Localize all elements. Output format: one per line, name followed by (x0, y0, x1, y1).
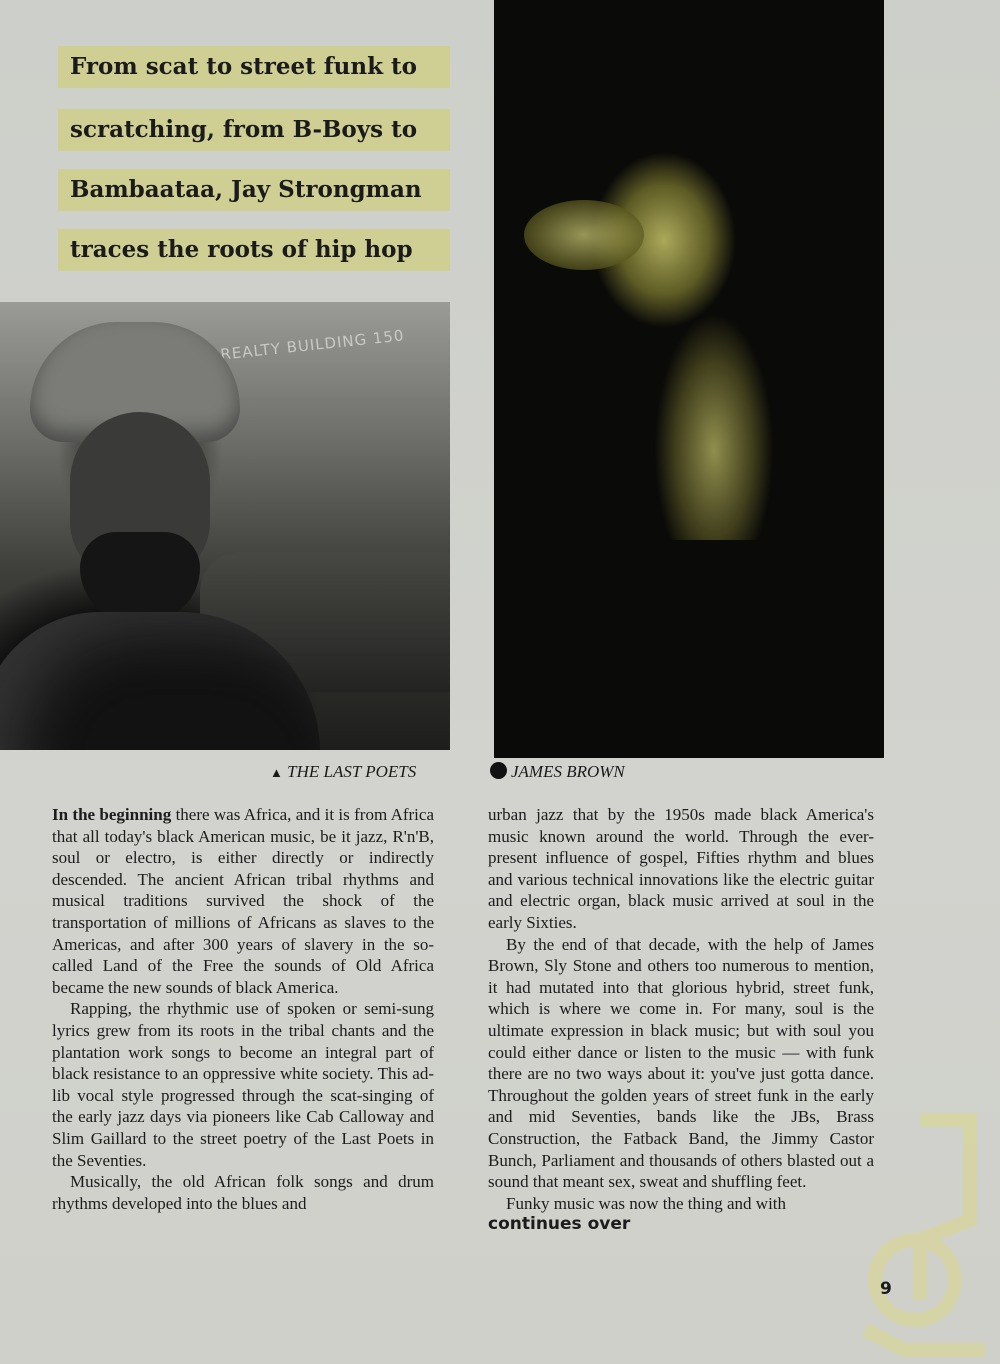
paragraph-4: urban jazz that by the 1950s made black America's music known around the world. Through the ever-present influence of gospel, Fifties rhythm and blues and various technical innovations like the electric guitar and electric organ, black music arrived at soul in the early Sixties. (488, 805, 874, 932)
lead-in: In the beginning (52, 805, 172, 824)
paragraph-6: Funky music was now the thing and with (506, 1193, 787, 1213)
circuit-ornament-icon (845, 1100, 995, 1360)
james-brown-caption-text: JAMES BROWN (511, 762, 625, 781)
article-column-right (488, 804, 874, 1236)
james-brown-caption (490, 762, 625, 782)
continues-over: continues over (488, 1214, 631, 1235)
james-brown-photo (494, 0, 884, 758)
portrait-highlight (534, 120, 834, 540)
page-number: 9 (880, 1279, 892, 1299)
paragraph-2: Rapping, the rhythmic use of spoken or semi-sung lyrics grew from its roots in the tribal chants and the plantation work songs to become an integral part of black resistance to an oppressive white society. This ad-lib vocal style progressed through the scat-singing of the early jazz days via pioneers like Cab Calloway and Slim Gaillard to the street poetry of the Last Poets in the Seventies. (52, 999, 434, 1170)
triangle-icon: ▲ (270, 765, 283, 780)
headline-line-3: Bambaataa, Jay Strongman (58, 169, 450, 211)
headline-line-4: traces the roots of hip hop (58, 229, 450, 271)
paragraph-1-text: there was Africa, and it is from Africa that all today's black American music, be it jazz, R'n'B, soul or electro, is either directly or indirectly descended. The ancient African tribal rhythms and musical traditions survived the shock of the transportation of millions of Africans as slaves to the Americas, and after 300 years of slavery in the so-called Land of the Free the sounds of Old Africa became the new sounds of black America. (52, 805, 434, 997)
article-column-left (52, 804, 434, 1214)
paragraph-5: By the end of that decade, with the help of James Brown, Sly Stone and others too numerous to mention, it had mutated into that glorious hybrid, street funk, which is where we come in. For many, soul is the ultimate expression in black music; but with soul you could either dance or listen to the music — with funk there are no two ways about it: you've just gotta dance. Throughout the golden years of street funk in the early and mid Seventies, bands like the JBs, Brass Construction, the Fatback Band, the Jimmy Castor Bunch, Parliament and thousands of others blasted out a sound that meant sex, sweat and shuffling feet. (488, 934, 874, 1192)
last-poets-photo (0, 302, 450, 750)
beard-shape (80, 532, 200, 622)
portrait-highlight-lips (524, 200, 644, 270)
last-poets-caption (270, 762, 416, 782)
paragraph-1 (52, 804, 434, 998)
building-sign: REALTY BUILDING 150 (219, 326, 406, 364)
paragraph-3: Musically, the old African folk songs and drum rhythms developed into the blues and (52, 1172, 434, 1213)
bullet-dot-icon (490, 762, 507, 779)
headline-line-1: From scat to street funk to (58, 46, 450, 88)
last-poets-caption-text: THE LAST POETS (287, 762, 417, 781)
headline-line-2: scratching, from B-Boys to (58, 109, 450, 151)
